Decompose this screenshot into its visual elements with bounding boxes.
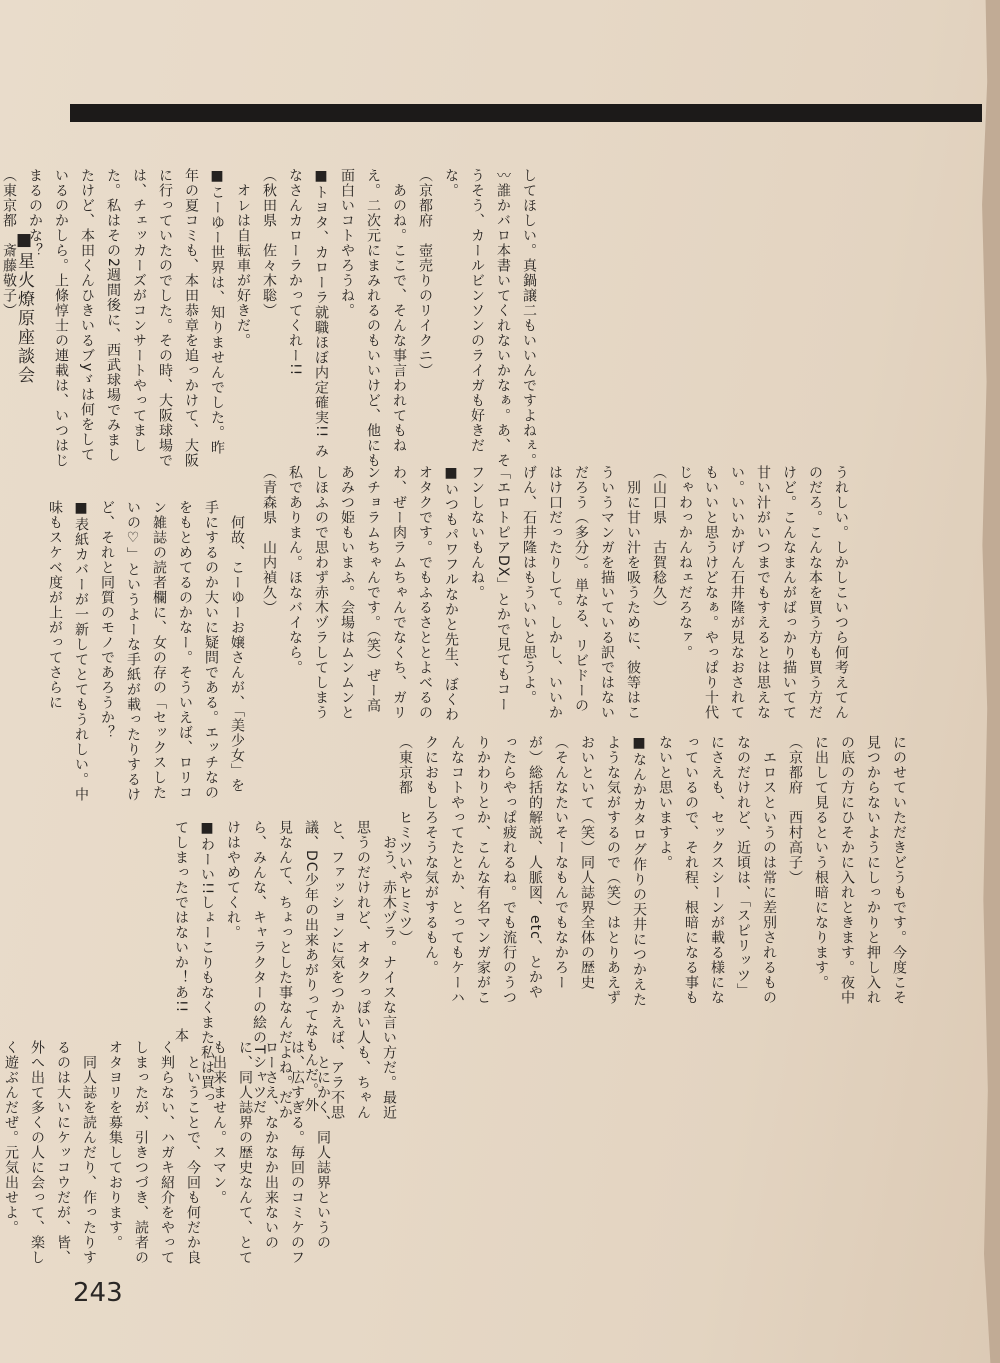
section-title: ■星火燎原座談会 <box>14 230 34 385</box>
header-rule <box>70 104 982 122</box>
top-block-column-2: 何故、こーゆーお嬢さんが、「美少女」を手にするのか大いに疑問である。エッチなのをもとめてるのかなー。そういえば、ロリコン雑誌の読者欄に、女の存の「セックスしたいの♡」というよーな手紙が載ったりするけど、それと同質のモノであろうか？ ■表紙カバーが一新してとてもうれしい。中味もスケベ度が上がってさらに <box>47 500 245 802</box>
page-number: 243 <box>73 1278 123 1308</box>
right-block-column-2: とにかく、同人誌界というのは、広すぎる。毎回のコミケのフローさえ、なかなか出来ないのに、同人誌界の歴史なんて、とても出来ません。スマン。 ということで、今回も何だか良く判らない、ハガキ紹介をやってしまったが、引きつづき、読者のオタヨリを募集しております。 同人誌を読んだり、作ったりするのは大いにケッコウだが、皆、外へ出て多くの人に会って、楽しく遊ぶんだぜ。元気出せよ。 <box>3 1040 331 1265</box>
middle-block-column-2: おう、赤木ヅラ。ナイスな言い方だ。最近思うのだけれど、オタクっぽい人も、ちゃんと、ファッションに気をつかえば、アラ不思議、DC少年の出来あがりってなもんだ。外見なんて、ちょっとした事なんだよね。だから、みんな、キャラクターの絵のTシャツだけはやめてくれ。 ■わーい!!しょーこりもなくまた私は買ってしまったではないか！あ!! 本 <box>173 820 397 1120</box>
right-block-column-1: にのせていただきどうもです。今度こそ見つからないようにしっかりと押し入れの底の方にひそかに入れときます。夜中に出して見るという根暗になります。 （京都府 西村高子） エロスというのは常に差別されるものなのだけれど、近頃は、「スピリッツ」にさえも、セックスシーンが載る様になっているので、それ程、根暗になる事もないと思いますよ。 ■なんかカタログ作りの天井につかえたような気がするので（笑）はとりあえずおいといて（笑）同人誌界全体の歴史（そんなたいそーなもんでもなかろーが）総括的解説、人脈図、etc、とかやったらやっぱ疲れるね。でも流行のうつりかわりとか、こんな有名マンガ家がこんなコトやってたとか、とってもケーハクにおもしろそうな気がするもん。 （東京都 ヒミツいやヒミツ） <box>397 735 907 1007</box>
top-block-column-1: してほしい。真鍋譲二もいいんですよねぇ。〰誰かバロ本書いてくれないかなぁ。あ、そうそう、カールビンソンのライガも好きだな。 （京都府 壺売りのリイクニ） あのね。ここで、そんな事言われてもねえ。二次元にまみれるのもいいけど、他にも面白いコトやろうね。 ■トヨタ、カローラ就職ほぼ内定確実!! みなさんカローラかってくれー!! （秋田県 佐々木聡） オレは自転車が好きだ。 ■こーゆー世界は、知りませんでした。昨年の夏コミも、本田恭章を追っかけて、大阪に行っていたのでした。その時、大阪球場では、チェッカーズがコンサートやってました。私はその2週間後に、西武球場でみましたけど、本田くんひきいるブyゞは何をしているのかしら。上條惇士の連載は、いつはじまるのかな？ （東京都 斎藤敬子） <box>1 168 537 468</box>
middle-block-column-1: うれしい。しかしこいつら何考えてんのだろ。こんな本を買う方も買う方だけど。こんなまんがばっかり描いてて甘い汁がいつまでもすえるとは思えない。いいかげん石井隆が見なおされてもいいと思うけどなぁ。やっぱり十代じゃわっかんねェだろなァ。 （山口県 古賀稔久） 別に甘い汁を吸うために、彼等はこういうマンガを描いている訳ではないだろう（多分）。単なる、リビドーのはけ口だったりして。しかし、いいかげん、石井隆はもういいと思うよ。「エロトピアDX」とかで見てもコーフンしないもんね。 ■いつもパワフルなかと先生、ぼくわオタクです。でもふるさととよべるのわ、ぜー肉ラムちゃんでなくち、ガリンチョラムちゃんです。（笑）ぜー高あみつ姫もいまふ。会場はムンムンとしほふので思わず赤木ヅラしてしまう私でありまん。ほなバイなら。 （青森県 山内禎久） <box>261 465 849 722</box>
